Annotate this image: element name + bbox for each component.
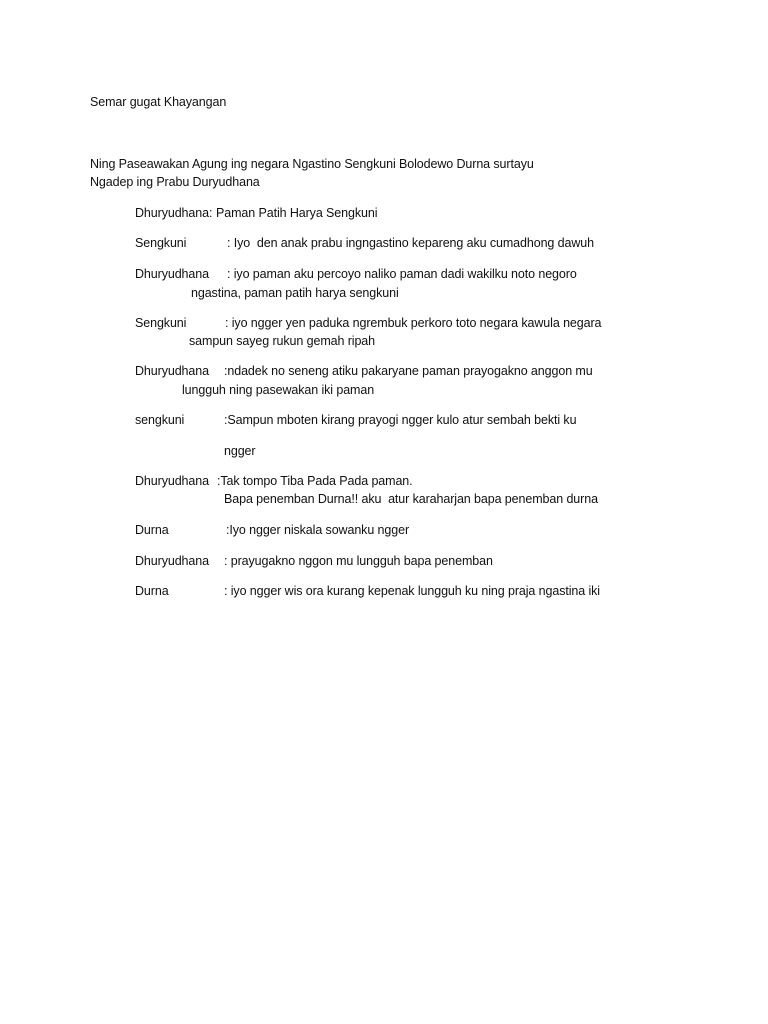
dialogue-speaker: Sengkuni (135, 236, 187, 250)
dialogue-speaker: Sengkuni (135, 316, 187, 330)
dialogue-speaker: Dhuryudhana (135, 364, 209, 378)
dialogue-speaker: sengkuni (135, 413, 185, 427)
dialogue-text: :Sampun mboten kirang prayogi ngger kulo atur sembah bekti ku (224, 413, 577, 427)
dialogue-text: : iyo ngger wis ora kurang kepenak lungguh ku ning praja ngastina iki (224, 584, 600, 598)
dialogue-text: Paman Patih Harya Sengkuni (216, 206, 378, 220)
dialogue-continuation: sampun sayeg rukun gemah ripah (189, 334, 376, 348)
dialogue-speaker: Dhuryudhana (135, 267, 209, 281)
intro-line-2: Ngadep ing Prabu Duryudhana (90, 175, 260, 189)
intro-line-1: Ning Paseawakan Agung ing negara Ngastino Sengkuni Bolodewo Durna surtayu (90, 157, 534, 171)
dialogue-speaker: Dhuryudhana: (135, 206, 213, 220)
document-title: Semar gugat Khayangan (90, 95, 227, 109)
dialogue-continuation: Bapa penemban Durna!! aku atur karaharjan bapa penemban durna (224, 492, 598, 506)
dialogue-continuation: ngastina, paman patih harya sengkuni (191, 286, 399, 300)
dialogue-text: : iyo paman aku percoyo naliko paman dadi wakilku noto negoro (227, 267, 577, 281)
dialogue-speaker: Dhuryudhana (135, 554, 209, 568)
dialogue-continuation: lungguh ning pasewakan iki paman (182, 383, 375, 397)
dialogue-text: :Tak tompo Tiba Pada Pada paman. (217, 474, 413, 488)
dialogue-speaker: Durna (135, 523, 169, 537)
dialogue-continuation: ngger (224, 444, 256, 458)
dialogue-text: :Iyo ngger niskala sowanku ngger (226, 523, 410, 537)
dialogue-speaker: Durna (135, 584, 169, 598)
dialogue-text: : prayugakno nggon mu lungguh bapa penemban (224, 554, 493, 568)
dialogue-text: :ndadek no seneng atiku pakaryane paman prayogakno anggon mu (224, 364, 593, 378)
dialogue-speaker: Dhuryudhana (135, 474, 209, 488)
dialogue-text: : Iyo den anak prabu ingngastino kepareng aku cumadhong dawuh (227, 236, 594, 250)
dialogue-text: : iyo ngger yen paduka ngrembuk perkoro toto negara kawula negara (225, 316, 602, 330)
